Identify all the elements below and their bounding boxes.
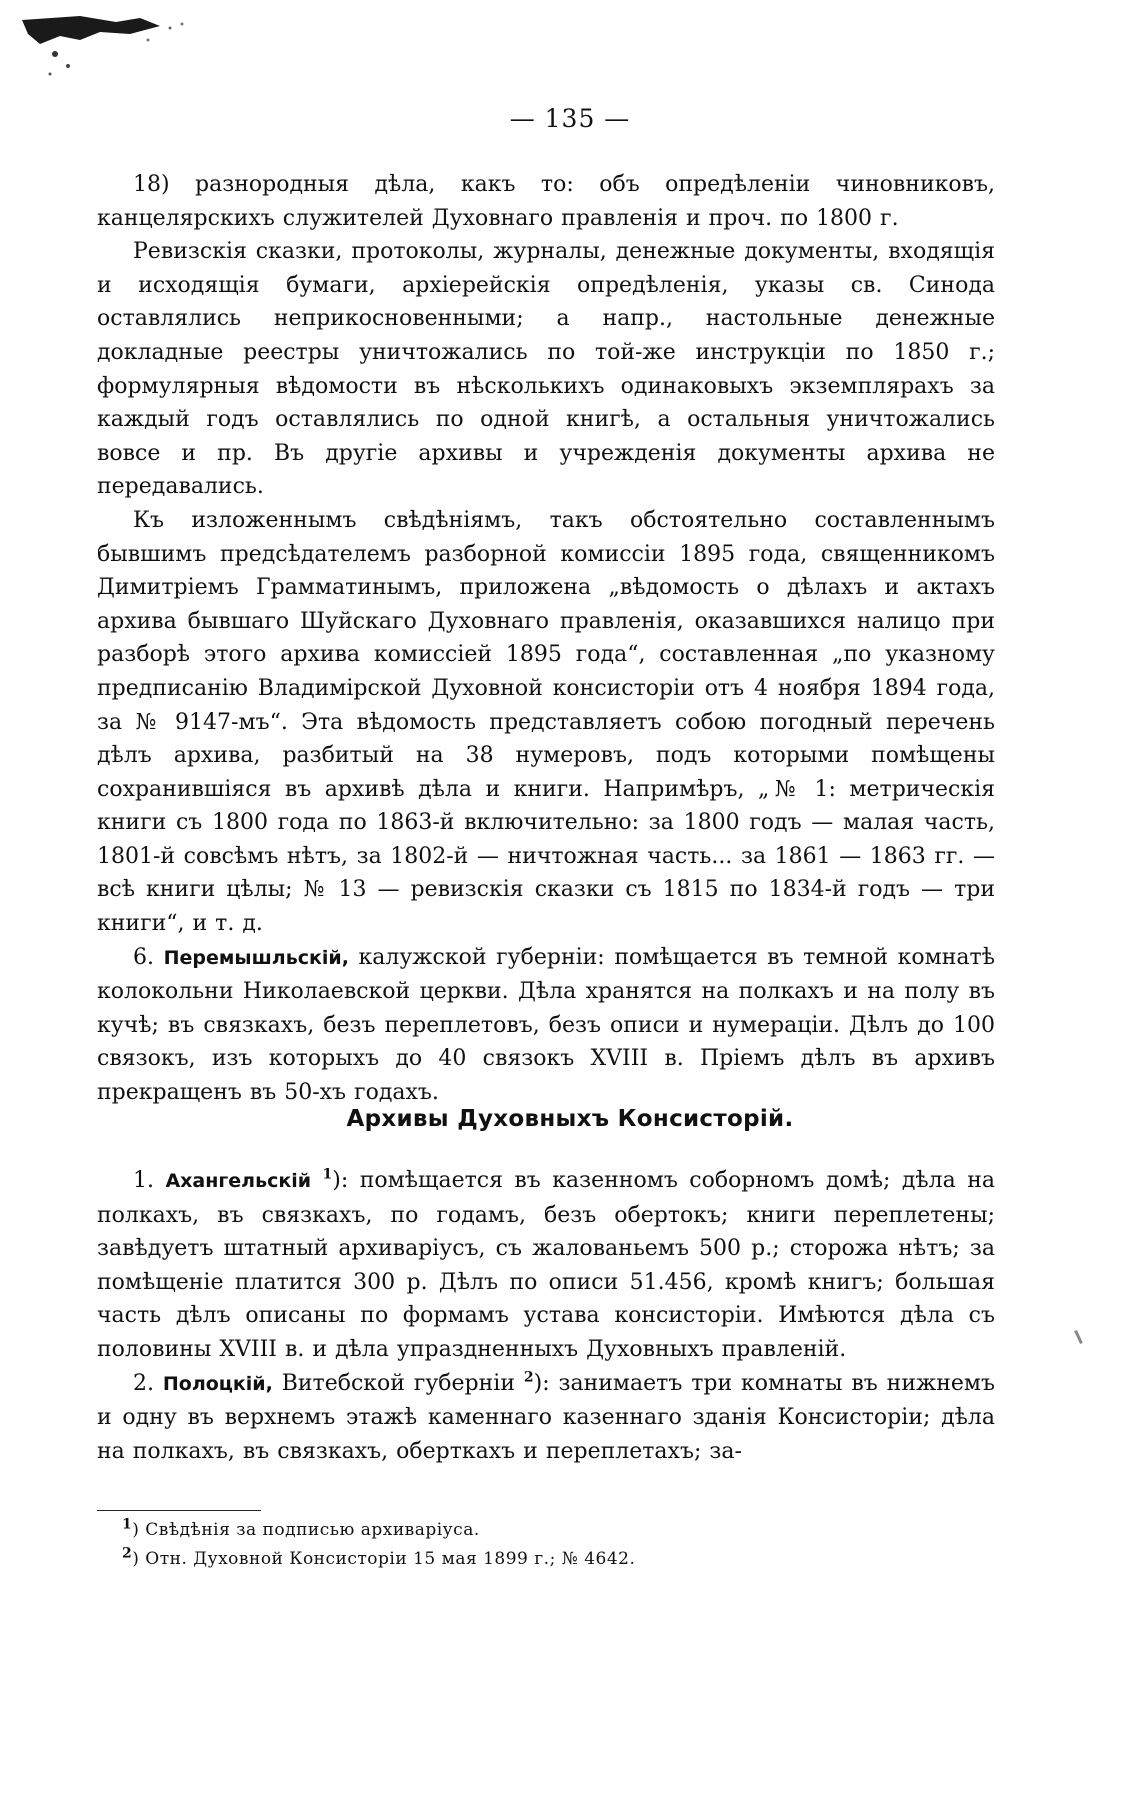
- paragraph: Ревизскія сказки, протоколы, журналы, денежные документы, входящія и исходящія бумаги, архіерейскія опредѣленія, указы св. Синода оставлялись неприкосновенными; а напр., настольные денежные докладные реестры уничтожались по той-же инструкціи по 1850 г.; формулярныя вѣдомости въ нѣсколькихъ одинаковыхъ экземплярахъ за каждый годъ оставлялись по одной книгѣ, а остальныя уничтожались вовсе и пр. Въ другіе архивы и учрежденія документы архива не передавались.: [97, 239, 995, 500]
- footnote-mark: 1: [122, 1516, 133, 1533]
- footnote-text: ) Отн. Духовной Консисторіи 15 мая 1899 г.; № 4642.: [132, 1549, 636, 1569]
- page-number: — 135 —: [509, 104, 631, 133]
- paragraph-item-2: [97, 1367, 995, 1469]
- item-text: ): помѣщается въ казенномъ соборномъ домѣ; дѣла на полкахъ, въ связкахъ, по годамъ, безъ обертокъ; книги переплетены; завѣдуетъ штатный архиваріусъ, съ жалованьемъ 500 р.; сторожа нѣтъ; за помѣщеніе платится 300 р. Дѣлъ по описи 51.456, кромѣ книгъ; большая часть дѣлъ описаны по формамъ устава консисторіи. Имѣются дѣла съ половины XVIII в. и дѣла упраздненныхъ Духовныхъ правленій.: [97, 1168, 995, 1362]
- footnote: [122, 1545, 982, 1574]
- item-number: 1.: [133, 1168, 154, 1193]
- footnote: [122, 1516, 982, 1545]
- item-text-before: Витебской губерніи: [272, 1370, 524, 1396]
- ink-smudge: [20, 14, 190, 84]
- item-number: 6.: [133, 944, 154, 970]
- paragraph-item-1: [97, 1164, 995, 1367]
- archive-name: Перемышльскій,: [163, 946, 349, 969]
- item-number: 2.: [133, 1370, 154, 1396]
- footnote-mark: 1: [322, 1166, 333, 1183]
- consistory-text: [97, 1164, 995, 1468]
- footnote-text: ) Свѣдѣнія за подписью архиваріуса.: [132, 1520, 480, 1540]
- footnote-divider: [97, 1510, 261, 1511]
- paragraph-item-6: [97, 941, 995, 1110]
- archive-name: Полоцкій,: [162, 1372, 273, 1395]
- paragraph: Къ изложеннымъ свѣдѣніямъ, такъ обстоятельно составленнымъ бывшимъ предсѣдателемъ разборной комиссіи 1895 года, священникомъ Димитріемъ Грамматинымъ, приложена „вѣдомость о дѣлахъ и актахъ архива бывшаго Шуйскаго Духовнаго правленія, оказавшихся налицо при разборѣ этого архива комиссіей 1895 года“, составленная „по указному предписанію Владимірской Духовной консисторіи отъ 4 ноября 1894 года, за № 9147-мъ“. Эта вѣдомость представляетъ собою погодный перечень дѣлъ архива, разбитый на 38 нумеровъ, подъ которыми помѣщены сохранившіяся въ архивѣ дѣла и книги. Напримѣръ, „№ 1: метрическія книги съ 1800 года по 1863-й включительно: за 1800 годъ — малая часть, 1801-й совсѣмъ нѣтъ, за 1802-й — ничтожная часть... за 1861 — 1863 гг. — всѣ книги цѣлы; № 13 — ревизскія сказки съ 1815 по 1834-й годъ — три книги“, и т. д.: [97, 507, 995, 937]
- item-text: ): занимаетъ три комнаты въ нижнемъ и одну въ верхнемъ этажѣ каменнаго казеннаго зданія Консисторіи; дѣла на полкахъ, въ связкахъ, оберткахъ и переплетахъ; за-: [97, 1370, 996, 1464]
- footnotes: [122, 1516, 982, 1574]
- item-text: калужской губерніи: помѣщается въ темной комнатѣ колокольни Николаевской церкви. Дѣла хранятся на полкахъ и на полу въ кучѣ; въ связкахъ, безъ переплетовъ, безъ описи и нумераціи. Дѣлъ до 100 связокъ, изъ которыхъ до 40 связокъ XVIII в. Пріемъ дѣлъ въ архивъ прекращенъ въ 50-хъ годахъ.: [97, 944, 995, 1106]
- section-heading: Архивы Духовныхъ Консисторій.: [346, 1106, 794, 1132]
- main-text: [97, 168, 995, 1110]
- archive-name: Ахангельскій: [165, 1170, 312, 1192]
- footnote-mark: 2: [122, 1545, 133, 1562]
- margin-mark: [1074, 1330, 1083, 1344]
- footnote-mark: 2: [523, 1369, 534, 1386]
- paragraph: 18) разнородныя дѣла, какъ то: объ опредѣленіи чиновниковъ, канцелярскихъ служителей Духовнаго правленія и проч. по 1800 г.: [97, 172, 995, 231]
